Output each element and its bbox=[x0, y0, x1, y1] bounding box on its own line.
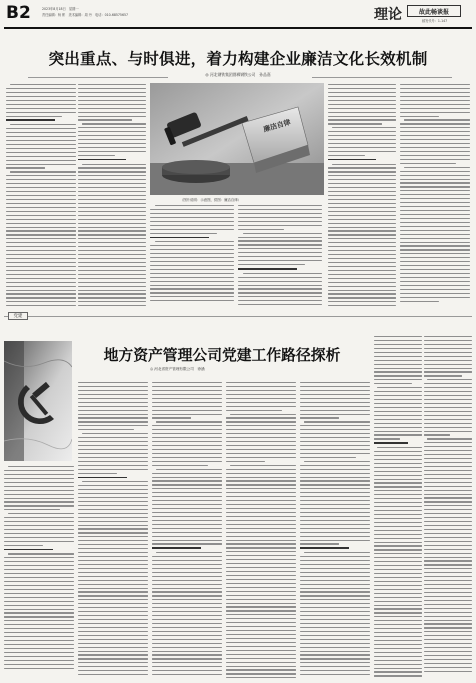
editor-line: 责任编辑：杨 彬 美术编辑：周 丹 电话：010-68575657 bbox=[42, 13, 129, 17]
page-number: B2 bbox=[6, 3, 31, 23]
article1-photo-caption: （图片说明：示意图，供图：廉洁自律） bbox=[180, 198, 242, 202]
section-tag: 党建 bbox=[8, 312, 28, 320]
article1-column-2 bbox=[78, 84, 146, 306]
article1-headline: 突出重点、与时俱进，着力构建企业廉洁文化长效机制 bbox=[48, 49, 428, 68]
article1-byline: ◎ 河北钢铁集团邯郸钢铁公司 孙品嘉 bbox=[205, 72, 271, 77]
article1-column-6 bbox=[400, 84, 470, 306]
photo-sign-text: 廉洁自律 bbox=[262, 117, 292, 134]
date-line: 2023年8月18日 星期一 bbox=[42, 7, 79, 11]
article2-column-5 bbox=[300, 382, 370, 678]
article1-photo bbox=[150, 83, 324, 195]
article2-column-2 bbox=[78, 382, 148, 678]
section-title: 理论 bbox=[374, 7, 402, 23]
article2-column-3 bbox=[152, 382, 222, 678]
article1-column-5 bbox=[328, 84, 396, 306]
paper-code: 邮发代号：1-147 bbox=[422, 19, 448, 23]
article2-column-1 bbox=[4, 466, 74, 678]
section-divider bbox=[4, 316, 472, 317]
masthead-rule bbox=[4, 27, 472, 29]
article2-byline: ◎ 河北省资产管理有限公司 徐涵 bbox=[150, 367, 205, 371]
party-emblem-illustration bbox=[4, 341, 72, 461]
article1-column-3 bbox=[150, 205, 234, 306]
article2-column-7 bbox=[424, 336, 472, 678]
gavel-illustration bbox=[150, 83, 324, 195]
article2-photo bbox=[4, 341, 72, 461]
byline-rule-right bbox=[312, 77, 452, 78]
article2-column-4 bbox=[226, 382, 296, 678]
article1-column-4 bbox=[238, 205, 322, 306]
paper-logo: 故此畅谈报 bbox=[407, 5, 461, 17]
article2-headline: 地方资产管理公司党建工作路径探析 bbox=[103, 347, 341, 364]
article2-column-6 bbox=[374, 336, 422, 678]
article1-column-1 bbox=[6, 84, 76, 306]
